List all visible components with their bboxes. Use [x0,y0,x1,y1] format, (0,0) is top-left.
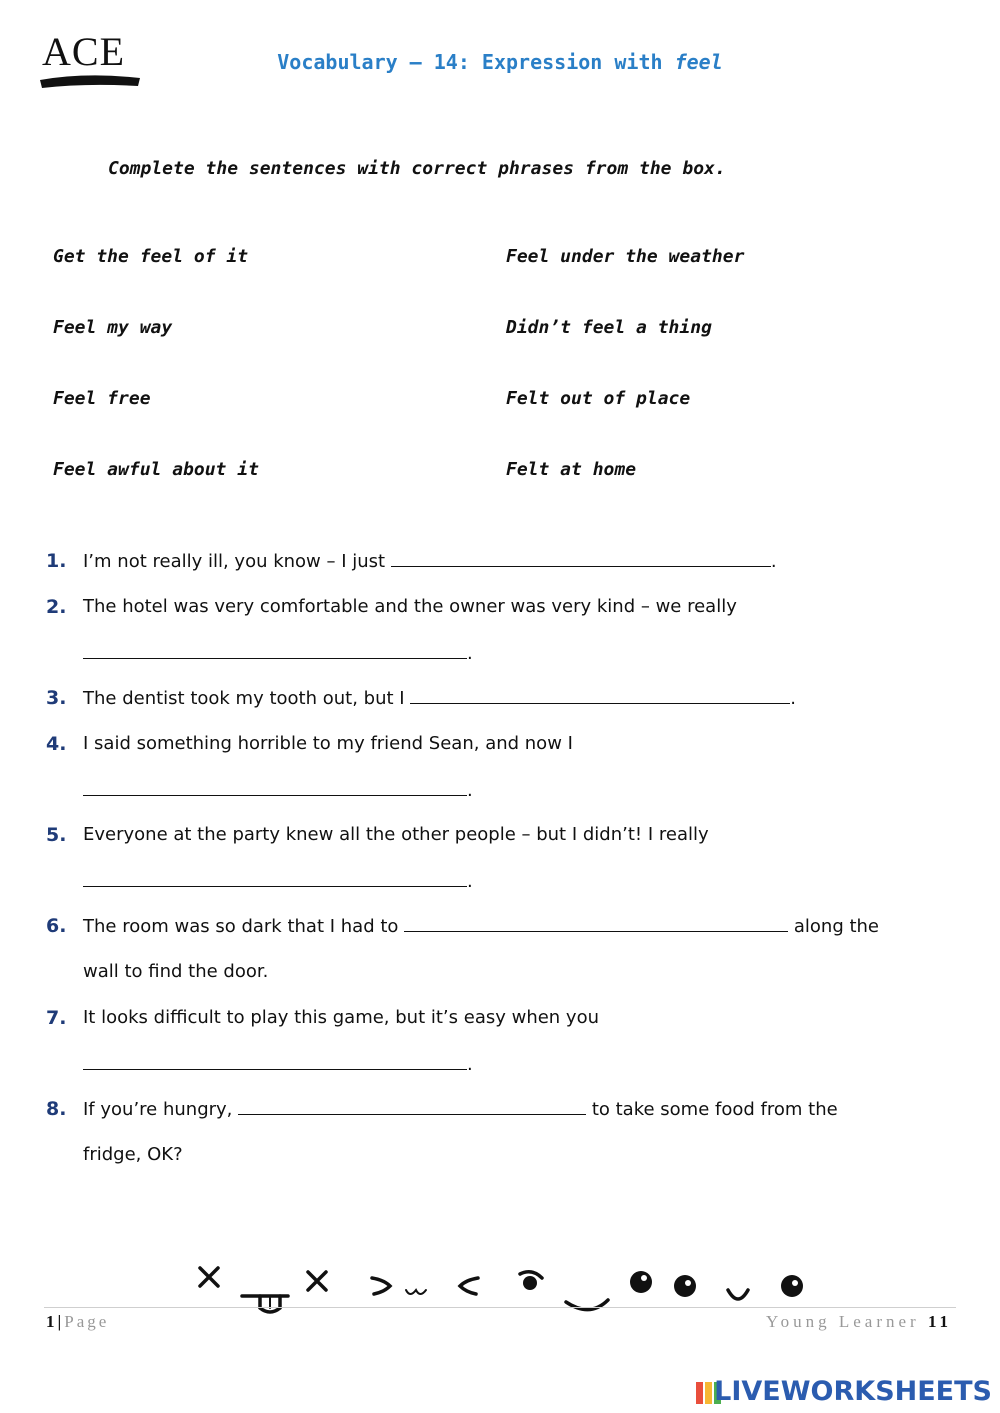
answer-blank[interactable] [83,642,467,659]
footer-divider [44,1307,956,1308]
question-after: . [467,780,473,801]
page-label: Page [64,1312,110,1331]
answer-blank[interactable] [83,870,467,887]
question-number: 3. [46,687,67,709]
answer-line [83,1053,473,1075]
answer-blank[interactable] [410,687,790,704]
answer-line [83,779,473,801]
question-number: 5. [46,824,67,846]
happy-face-icon [372,1278,478,1294]
question-after: . [790,688,797,709]
question-text [83,687,796,709]
answer-blank[interactable] [83,779,467,796]
phrase-item: Feel under the weather [506,246,745,267]
answer-blank[interactable] [83,1053,467,1070]
question-number: 1. [46,550,67,572]
page-title [0,50,1000,74]
smile-face-icon [728,1290,748,1299]
page-separator: | [57,1312,65,1331]
answer-blank[interactable] [404,915,788,932]
question-text: Everyone at the party knew all the other people – but I didn’t! I really [83,824,709,845]
answer-blank[interactable] [238,1098,586,1115]
question-text: It looks difficult to play this game, but it’s easy when you [83,1007,600,1028]
answer-line [83,642,473,664]
page-number [46,1312,109,1332]
question-continuation: fridge, OK? [83,1144,183,1165]
page-num: 1 [46,1312,58,1331]
phrase-item: Felt out of place [506,388,691,409]
phrase-item: Didn’t feel a thing [506,317,712,338]
instruction: Complete the sentences with correct phrases from the box. [108,158,726,179]
title-prefix: Vocabulary – 14: Expression with [277,50,675,74]
question-after: . [467,1054,473,1075]
phrase-item: Feel my way [53,317,173,338]
question-text: The hotel was very comfortable and the owner was very kind – we really [83,596,737,617]
question-continuation: wall to find the door. [83,961,269,982]
question-number: 7. [46,1007,67,1029]
question-before: I’m not really ill, you know – I just [83,551,391,572]
phrase-item: Feel free [53,388,151,409]
question-before: The dentist took my tooth out, but I [83,688,411,709]
course-label [766,1312,952,1332]
question-number: 8. [46,1098,67,1120]
phrase-item: Feel awful about it [53,459,259,480]
course-name: Young Learner [766,1312,920,1331]
question-text [83,550,777,572]
question-number: 4. [46,733,67,755]
question-before: If you’re hungry, [83,1099,239,1120]
course-level: 11 [927,1312,952,1331]
answer-line [83,870,473,892]
question-before: The room was so dark that I had to [83,916,405,937]
question-text: I said something horrible to my friend Sean, and now I [83,733,573,754]
question-text [83,915,879,937]
liveworksheets-brand[interactable]: LIVEWORKSHEETS [714,1376,992,1407]
phrase-item: Felt at home [506,459,637,480]
title-emphasis: feel [674,50,723,74]
question-number: 2. [46,596,67,618]
question-after: to take some food from the [586,1099,838,1120]
question-text [83,1098,838,1120]
question-number: 6. [46,915,67,937]
answer-blank[interactable] [391,550,771,567]
logo-text: ACE [42,29,125,74]
decorative-faces [180,1250,840,1330]
question-after: . [770,551,777,572]
phrase-item: Get the feel of it [53,246,249,267]
tongue-face-icon [200,1268,326,1312]
question-after: along the [788,916,880,937]
question-after: . [467,871,473,892]
question-after: . [467,643,473,664]
